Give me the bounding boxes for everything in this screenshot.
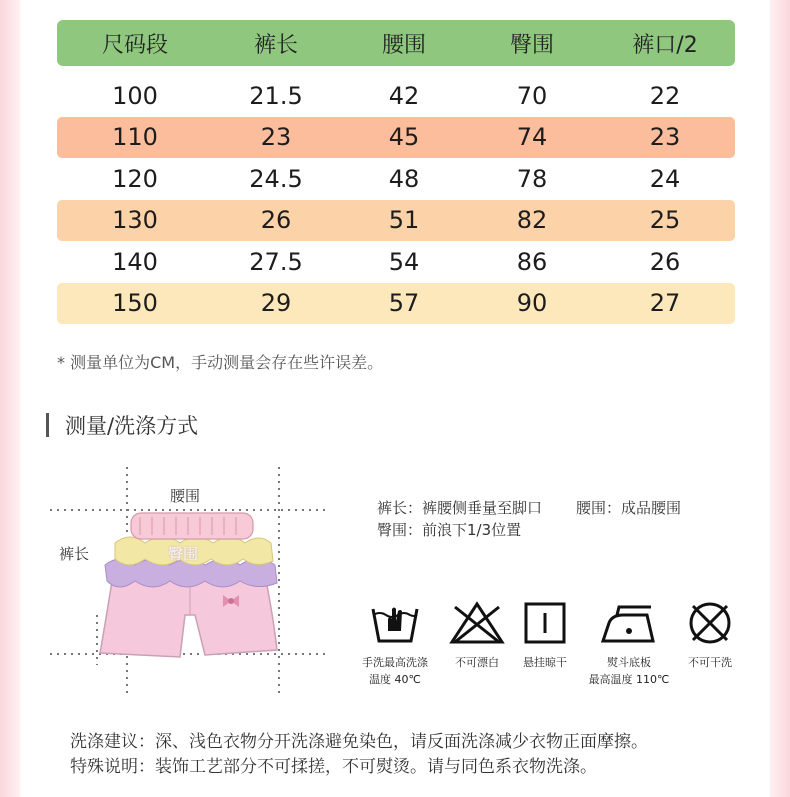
care-line: 不可干洗 <box>688 656 732 669</box>
iron-icon <box>584 598 674 648</box>
hang-dry-icon <box>500 598 590 648</box>
cell: 140 <box>112 247 158 276</box>
special-note: 特殊说明：装饰工艺部分不可揉搓，不可熨烫。请与同色系衣物洗涤。 <box>70 757 597 777</box>
section-title-text: 测量/洗涤方式 <box>65 414 199 438</box>
cell: 29 <box>260 289 292 318</box>
care-line: 熨斗底板 <box>607 656 651 669</box>
cell: 74 <box>516 123 548 152</box>
care-hang-dry <box>500 598 590 671</box>
cell: 150 <box>112 289 158 318</box>
wash-advice: 洗涤建议：深、浅色衣物分开洗涤避免染色，请反面洗涤减少衣物正面摩擦。 <box>70 732 648 752</box>
cell: 78 <box>516 164 548 193</box>
waist-description: 腰围：成品腰围 <box>576 499 682 517</box>
cell: 22 <box>649 81 681 110</box>
cell: 90 <box>516 289 548 318</box>
table-row <box>57 283 735 325</box>
header-hip: 臀围 <box>509 32 554 58</box>
table-row <box>57 117 735 159</box>
cell: 24.5 <box>249 164 303 193</box>
table-header <box>57 20 735 66</box>
care-iron <box>584 598 674 688</box>
table-row <box>57 75 735 117</box>
cell: 86 <box>516 247 548 276</box>
cell: 110 <box>112 123 158 152</box>
cell: 48 <box>388 164 420 193</box>
cell: 26 <box>649 247 681 276</box>
footer-notes <box>70 730 648 780</box>
cell: 42 <box>388 81 420 110</box>
cell: 27.5 <box>249 247 303 276</box>
cell: 51 <box>388 206 420 235</box>
size-table <box>57 20 735 324</box>
desc-row <box>377 497 681 519</box>
no-tumble-dry-icon <box>665 598 755 648</box>
cell: 57 <box>388 289 420 318</box>
waist-label: 腰围 <box>170 487 201 505</box>
cell: 82 <box>516 206 548 235</box>
section-bar <box>46 413 49 437</box>
header-length: 裤长 <box>253 32 298 58</box>
care-line: 最高温度 110℃ <box>588 673 670 686</box>
care-line: 悬挂晾干 <box>523 656 567 669</box>
cell: 100 <box>112 81 158 110</box>
right-border <box>770 0 790 797</box>
header-size: 尺码段 <box>101 32 168 58</box>
measurement-descriptions <box>377 497 681 541</box>
cell: 26 <box>260 206 292 235</box>
care-hand-wash <box>350 598 440 688</box>
cell: 25 <box>649 206 681 235</box>
cell: 120 <box>112 164 158 193</box>
cell: 45 <box>388 123 420 152</box>
hip-description: 臀围：前浪下1/3位置 <box>377 521 522 539</box>
cell: 23 <box>649 123 681 152</box>
section-title <box>46 410 198 440</box>
desc-row <box>377 519 681 541</box>
shorts-diagram <box>45 465 335 695</box>
cell: 130 <box>112 206 158 235</box>
hip-label: 臀围 <box>168 545 199 563</box>
header-waist: 腰围 <box>381 32 426 58</box>
cell: 21.5 <box>249 81 303 110</box>
cell: 23 <box>260 123 292 152</box>
measurement-note: * 测量单位为CM，手动测量会存在些许误差。 <box>57 353 384 372</box>
care-line: 不可漂白 <box>455 656 499 669</box>
hand-wash-icon <box>350 598 440 648</box>
left-border <box>0 0 20 797</box>
header-leg-opening: 裤口/2 <box>632 32 698 58</box>
length-description: 裤长：裤腰侧垂量至脚口 <box>377 499 543 517</box>
cell: 24 <box>649 164 681 193</box>
care-no-tumble-dry <box>665 598 755 671</box>
table-row <box>57 241 735 283</box>
length-label: 裤长 <box>59 545 90 563</box>
care-line: 手洗最高洗涤 <box>362 656 428 669</box>
table-row <box>57 200 735 242</box>
care-line: 温度 40℃ <box>369 673 421 686</box>
cell: 70 <box>516 81 548 110</box>
cell: 54 <box>388 247 420 276</box>
table-row <box>57 158 735 200</box>
cell: 27 <box>649 289 681 318</box>
